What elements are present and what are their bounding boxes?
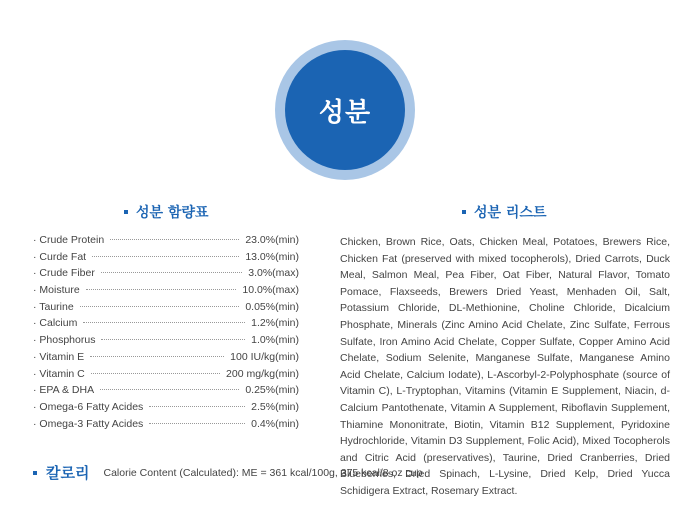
- nutrient-value: 2.5%(min): [251, 400, 299, 413]
- nutrient-value: 0.4%(min): [251, 417, 299, 430]
- calorie-row: [33, 462, 422, 483]
- analysis-heading-label: 성분 함량표: [136, 205, 209, 221]
- nutrient-name: · Vitamin E: [33, 350, 85, 363]
- dot-leader: [86, 288, 237, 290]
- dot-leader: [101, 271, 242, 273]
- badge-circle: [285, 50, 405, 170]
- nutrient-value: 0.05%(min): [245, 300, 299, 313]
- dot-leader: [149, 405, 245, 407]
- badge-ring: [275, 40, 415, 180]
- nutrient-name: · Omega-6 Fatty Acides: [33, 400, 144, 413]
- nutrient-row: [33, 384, 299, 401]
- dot-leader: [100, 388, 239, 390]
- badge-title: 성분: [318, 97, 372, 128]
- nutrient-row: [33, 267, 299, 284]
- nutrient-value: 200 mg/kg(min): [226, 367, 299, 380]
- dot-leader: [91, 372, 220, 374]
- nutrient-value: 10.0%(max): [242, 284, 299, 297]
- nutrient-row: [33, 418, 299, 435]
- nutrient-row: [33, 351, 299, 368]
- nutrient-row: [33, 334, 299, 351]
- nutrient-value: 1.0%(min): [251, 334, 299, 347]
- ingredients-heading: [462, 202, 547, 222]
- nutrient-value: 0.25%(min): [245, 384, 299, 397]
- nutrient-name: · EPA & DHA: [33, 384, 95, 397]
- nutrient-name: · Phosphorus: [33, 334, 96, 347]
- dot-leader: [83, 321, 245, 323]
- nutrient-row: [33, 301, 299, 318]
- nutrient-name: · Taurine: [33, 300, 74, 313]
- dot-leader: [149, 422, 245, 424]
- dot-leader: [90, 355, 224, 357]
- nutrient-name: · Calcium: [33, 317, 78, 330]
- ingredients-heading-label: 성분 리스트: [474, 205, 547, 221]
- analysis-heading: [124, 202, 209, 222]
- dot-leader: [80, 305, 240, 307]
- nutrient-table: [33, 234, 299, 434]
- dot-leader: [110, 238, 239, 240]
- nutrient-value: 3.0%(max): [248, 267, 299, 280]
- nutrient-row: [33, 317, 299, 334]
- nutrient-value: 100 IU/kg(min): [230, 350, 299, 363]
- dot-leader: [101, 338, 245, 340]
- square-bullet-icon: [462, 210, 466, 214]
- nutrient-row: [33, 401, 299, 418]
- nutrient-row: [33, 368, 299, 385]
- calorie-text: Calorie Content (Calculated): ME = 361 kcal/100g, 375 kcal/8 oz cup: [103, 466, 423, 479]
- nutrient-name: · Vitamin C: [33, 367, 85, 380]
- nutrient-row: [33, 234, 299, 251]
- nutrient-name: · Crude Fiber: [33, 267, 95, 280]
- calorie-title: 칼로리: [46, 464, 90, 482]
- nutrient-name: · Omega-3 Fatty Acides: [33, 417, 144, 430]
- nutrient-value: 1.2%(min): [251, 317, 299, 330]
- ingredient-list: Chicken, Brown Rice, Oats, Chicken Meal, Potatoes, Brewers Rice, Chicken Fat (preserved with mixed tocopherols), Dried Carrots, Duck Meal, Salmon Meal, Pea Fiber, Oat Fiber, Natural Flavor, Tomato Pomace, Flaxseeds, Brewers Dried Yeast, Menhaden Oil, Salt, Potassium Chloride, DL-Methionine, Choline Chloride, Dicalcium Phosphate, Minerals (Zinc Amino Acid Chelate, Zinc Sulfate, Ferrous Sulfate, Iron Amino Acid Chelate, Copper Sulfate, Copper Amino Acid Chelate, Sodium Selenite, Manganese Sulfate, Manganese Amino Acid Chelate, Calcium Iodate), L-Ascorbyl-2-Polyphosphate (source of Vitamin C), L-Tryptophan, Vitamins (Vitamin E Supplement, Niacin, d-Calcium Pantothenate, Vitamin A Supplement, Riboflavin Supplement, Thiamine Mononitrate, Biotin, Vitamin B12 Supplement, Pyridoxine Hydrochloride, Vitamin D3 Supplement, Folic Acid), Mixed Tocopherols and Citric Acid (preservatives), Taurine, Dried Cranberries, Dried Blueberries, Dried Spinach, L-Lysine, Dried Kelp, Dried Yucca Schidigera Extract, Rosemary Extract.: [340, 236, 670, 497]
- nutrient-value: 23.0%(min): [245, 234, 299, 246]
- nutrient-value: 13.0%(min): [245, 250, 299, 263]
- nutrient-row: [33, 251, 299, 268]
- nutrient-row: [33, 284, 299, 301]
- square-bullet-icon: [33, 471, 37, 475]
- square-bullet-icon: [124, 210, 128, 214]
- nutrient-name: · Moisture: [33, 284, 80, 297]
- nutrient-name: · Crude Protein: [33, 234, 105, 246]
- dot-leader: [92, 255, 239, 257]
- nutrient-name: · Curde Fat: [33, 250, 87, 263]
